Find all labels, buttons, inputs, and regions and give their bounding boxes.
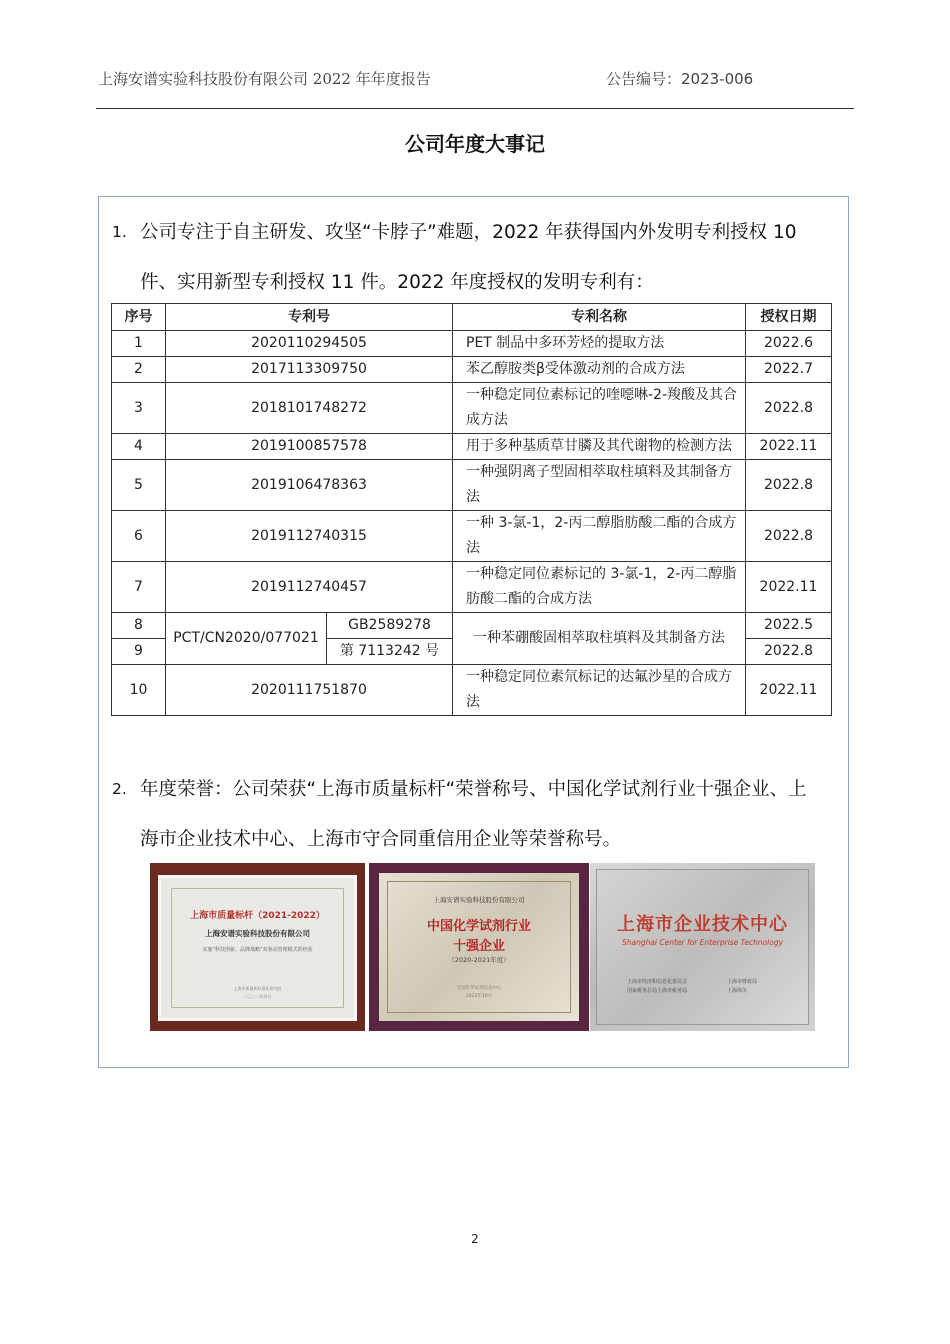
table-row (112, 383, 832, 434)
p1-date: 二〇二二年四月 (243, 994, 272, 999)
cell-patent: GB2589278 (327, 613, 453, 639)
p2-issuer: 全国化学试剂信息中心 (456, 986, 502, 991)
cell-no: 1 (112, 331, 166, 357)
cell-date: 2022.11 (746, 434, 832, 460)
cell-patent: 2019100857578 (166, 434, 453, 460)
announcement-number: 公告编号：2023-006 (606, 70, 754, 88)
p1-title: 上海市质量标杆（2021-2022） (190, 911, 325, 921)
patent-table (111, 303, 832, 716)
p3-issuer4: 上海海关 (727, 988, 748, 994)
cell-name: 一种苯硼酸固相萃取柱填料及其制备方法 (453, 613, 746, 665)
cell-patent: 2019112740457 (166, 562, 453, 613)
header-no: 序号 (112, 304, 166, 331)
cell-date: 2022.7 (746, 357, 832, 383)
honor-photos (150, 863, 815, 1031)
header-divider (96, 108, 854, 109)
cell-name: 一种 3-氯-1，2-丙二醇脂肪酸二酯的合成方法 (453, 511, 746, 562)
item1-number: 1. (112, 223, 127, 241)
cell-name: 苯乙醇胺类β受体激动剂的合成方法 (453, 357, 746, 383)
cell-name: 一种稳定同位素标记的 3-氯-1，2-丙二醇脂肪酸二酯的合成方法 (453, 562, 746, 613)
table-row (112, 331, 832, 357)
table-row (112, 434, 832, 460)
header-date: 授权日期 (746, 304, 832, 331)
cell-patent: 2019112740315 (166, 511, 453, 562)
plaque-top10-enterprise (369, 863, 589, 1031)
p1-company: 上海安谱实验科技股份有限公司 (205, 929, 310, 938)
table-row (112, 511, 832, 562)
cell-name: PET 制品中多环芳烃的提取方法 (453, 331, 746, 357)
item1-line1: 公司专注于自主研发、攻坚“卡脖子”难题，2022 年获得国内外发明专利授权 10 (140, 222, 797, 243)
cell-name: 一种强阴离子型固相萃取柱填料及其制备方法 (453, 460, 746, 511)
item2-line1: 年度荣誉：公司荣获“上海市质量标杆“荣誉称号、中国化学试剂行业十强企业、上 (140, 779, 807, 800)
page-title: 公司年度大事记 (405, 132, 545, 156)
p2-company: 上海安谱实验科技股份有限公司 (433, 896, 525, 904)
p2-title1: 中国化学试剂行业 (426, 919, 531, 934)
cell-date: 2022.8 (746, 511, 832, 562)
cell-patent: 2020111751870 (166, 665, 453, 716)
p3-issuer3: 国家税务总局上海市税务局 (627, 988, 688, 994)
p3-subtitle: Shanghai Center for Enterprise Technology (621, 938, 784, 947)
cell-no: 7 (112, 562, 166, 613)
p2-years: （2020-2021年度） (448, 956, 510, 964)
cell-no: 10 (112, 665, 166, 716)
table-row (112, 357, 832, 383)
p3-issuer2: 上海市财政局 (727, 979, 758, 985)
cell-no: 3 (112, 383, 166, 434)
cell-patent: 2020110294505 (166, 331, 453, 357)
p3-title: 上海市企业技术中心 (617, 914, 788, 935)
p1-desc: 实施“科技创新、品牌战略”双驱动管理模式的经验 (202, 947, 313, 953)
cell-date: 2022.11 (746, 665, 832, 716)
cell-patent: 2019106478363 (166, 460, 453, 511)
report-header-title: 上海安谱实验科技股份有限公司 2022 年年度报告 (98, 70, 431, 88)
cell-name: 一种稳定同位素标记的喹噁啉-2-羧酸及其合成方法 (453, 383, 746, 434)
cell-no: 9 (112, 639, 166, 665)
item1-line2: 件、实用新型专利授权 11 件。2022 年度授权的发明专利有： (140, 272, 654, 293)
cell-no: 6 (112, 511, 166, 562)
cell-patent: 2018101748272 (166, 383, 453, 434)
page-number: 2 (471, 1232, 479, 1246)
cell-no: 4 (112, 434, 166, 460)
cell-date: 2022.8 (746, 383, 832, 434)
p1-issuer: 上海市质量和标准化研究院 (233, 986, 282, 991)
item2-line2: 海市企业技术中心、上海市守合同重信用企业等荣誉称号。 (140, 829, 622, 850)
cell-no: 2 (112, 357, 166, 383)
cell-no: 5 (112, 460, 166, 511)
cell-date: 2022.11 (746, 562, 832, 613)
table-row (112, 613, 832, 639)
header-patent: 专利号 (166, 304, 453, 331)
cell-pct: PCT/CN2020/077021 (166, 613, 327, 665)
cell-date: 2022.6 (746, 331, 832, 357)
header-name: 专利名称 (453, 304, 746, 331)
cell-date: 2022.8 (746, 460, 832, 511)
cell-name: 一种稳定同位素氘标记的达氟沙星的合成方法 (453, 665, 746, 716)
p2-date: 2022年10月 (465, 994, 493, 999)
plaque-tech-center (590, 863, 815, 1031)
p3-issuer1: 上海市经济和信息化委员会 (627, 979, 688, 985)
cell-patent: 第 7113242 号 (327, 639, 453, 665)
cell-patent: 2017113309750 (166, 357, 453, 383)
table-row (112, 562, 832, 613)
plaque-quality-benchmark (150, 863, 365, 1031)
cell-date: 2022.8 (746, 639, 832, 665)
item2-number: 2. (112, 780, 127, 798)
table-row (112, 665, 832, 716)
cell-date: 2022.5 (746, 613, 832, 639)
cell-name: 用于多种基质草甘膦及其代谢物的检测方法 (453, 434, 746, 460)
p2-title2: 十强企业 (452, 939, 505, 954)
cell-no: 8 (112, 613, 166, 639)
table-row (112, 460, 832, 511)
